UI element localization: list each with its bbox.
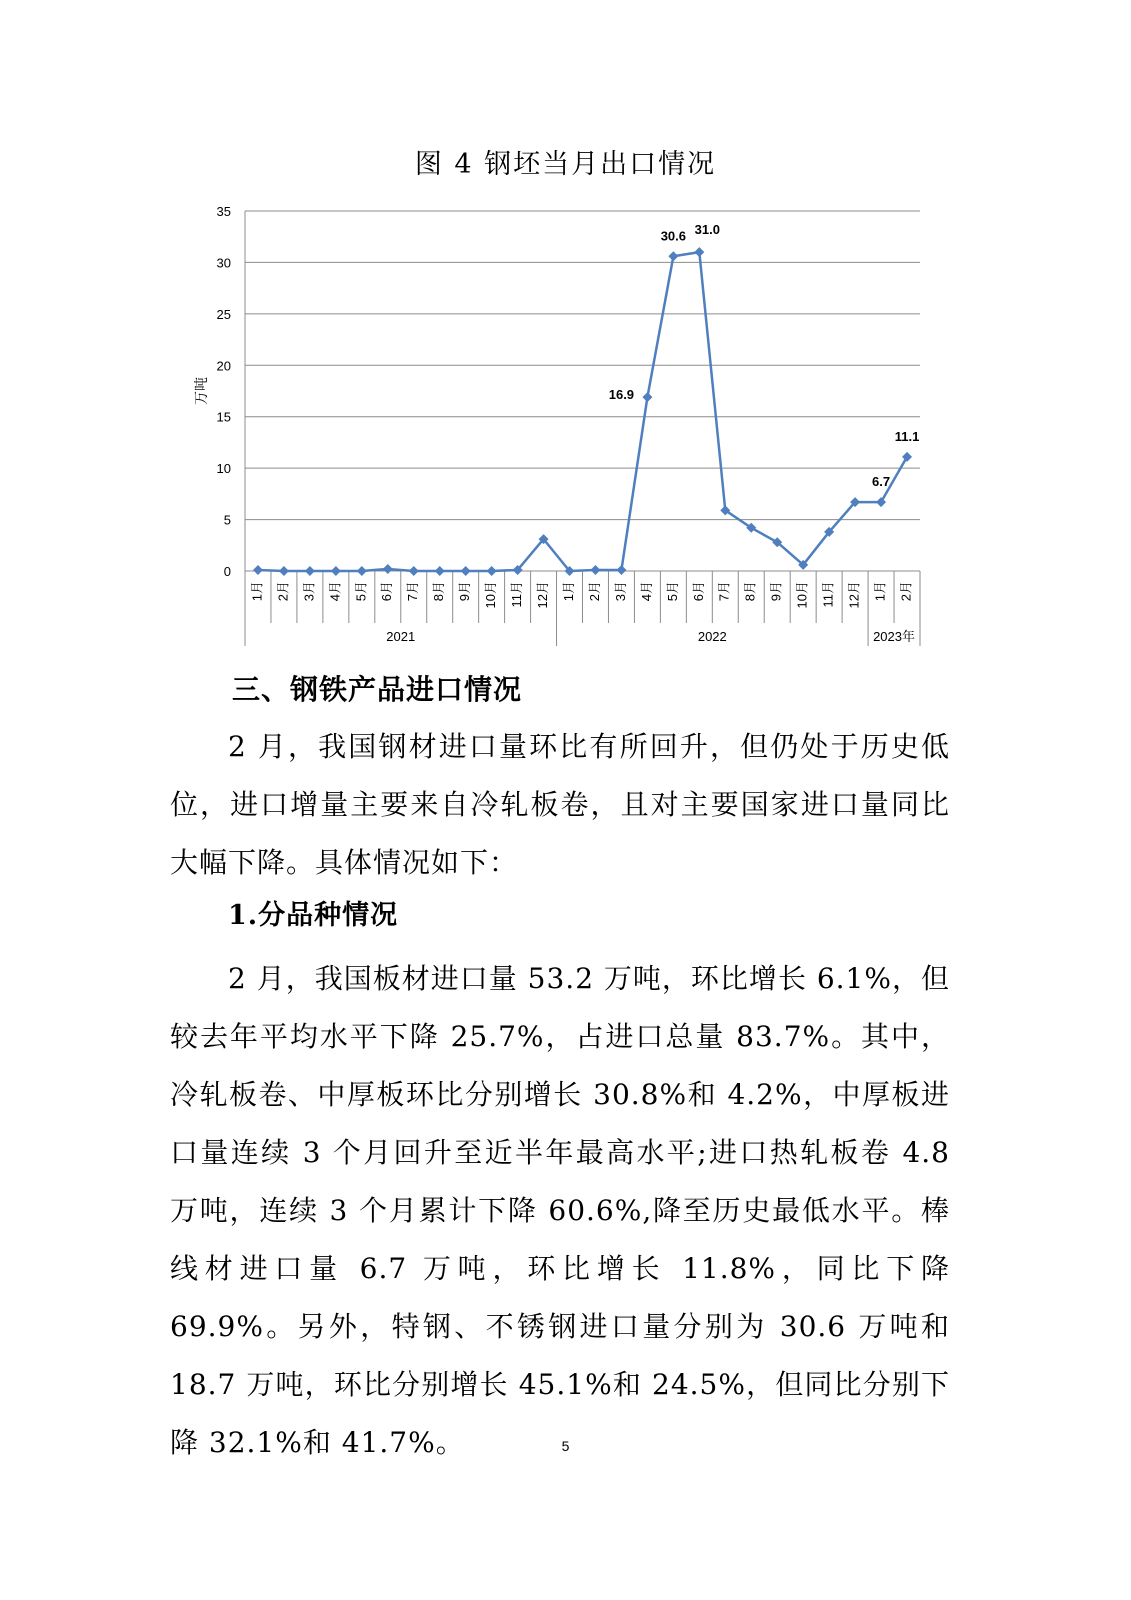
x-category-label: 2月 (275, 581, 291, 602)
data-label: 31.0 (694, 222, 720, 238)
data-point (590, 565, 600, 575)
x-category-label: 2月 (586, 581, 602, 602)
data-point (383, 564, 393, 574)
chart-axes (245, 211, 920, 646)
x-category-label: 6月 (379, 581, 395, 602)
chart-gridlines (245, 211, 920, 571)
subheading: 1.分品种情况 (228, 900, 399, 931)
x-category-label: 1月 (249, 581, 265, 602)
figure-title: 图 4 钢坯当月出口情况 (414, 149, 717, 180)
x-category-label: 10月 (483, 581, 499, 609)
data-label: 6.7 (872, 474, 891, 490)
data-point (668, 251, 678, 261)
data-point (694, 247, 704, 257)
paragraph-1: 2 月，我国钢材进口量环比有所回升，但仍处于历史低位，进口增量主要来自冷轧板卷，且对主要国家进口量同比大幅下降。具体情况如下： (170, 730, 950, 879)
y-tick-label: 30 (216, 255, 231, 271)
x-category-label: 1月 (872, 581, 888, 602)
y-tick-label: 35 (216, 204, 231, 219)
x-group-label: 2022 (697, 629, 727, 644)
data-point (409, 566, 419, 576)
x-category-label: 7月 (716, 581, 732, 602)
x-category-label: 7月 (405, 581, 421, 602)
data-point (876, 497, 886, 507)
x-category-label: 11月 (509, 581, 525, 608)
x-category-label: 4月 (638, 581, 654, 602)
x-group-label: 2021 (386, 629, 416, 644)
data-point (305, 566, 315, 576)
x-category-label: 9月 (457, 581, 473, 602)
x-category-label: 9月 (768, 581, 784, 602)
y-tick-label: 0 (223, 564, 231, 579)
x-category-label: 2月 (898, 581, 914, 602)
x-category-label: 5月 (664, 581, 680, 602)
x-category-label: 8月 (431, 581, 447, 602)
data-point (435, 566, 445, 576)
data-label: 11.1 (894, 428, 920, 444)
data-point (642, 392, 652, 402)
line-chart (190, 196, 950, 666)
y-tick-label: 10 (216, 461, 231, 477)
data-point (357, 566, 367, 576)
data-point (616, 565, 626, 575)
x-category-label: 11月 (820, 581, 836, 608)
x-category-label: 12月 (534, 581, 550, 609)
y-tick-label: 5 (223, 512, 231, 528)
data-point (461, 566, 471, 576)
x-category-label: 10月 (794, 581, 810, 609)
section-heading: 三、钢铁产品进口情况 (232, 673, 523, 706)
data-point (279, 566, 289, 576)
x-group-label: 2023年 (873, 629, 915, 644)
data-label: 16.9 (608, 387, 635, 403)
series-line (258, 252, 907, 571)
data-point (487, 566, 497, 576)
paragraph-2: 2 月，我国板材进口量 53.2 万吨，环比增长 6.1%，但较去年平均水平下降 25.7%，占进口总量 83.7%。其中，冷轧板卷、中厚板环比分别增长 30.8%和 4.2%，中厚板进口量连续 3 个月回升至近半年最高水平;进口热轧板卷 4.8 万吨，连续 3 个月累计下降 60.6%,降至历史最低水平。棒线材进口量 6.7 万吨，环比增长 11.8%，同比下降 69.9%。另外，特钢、不锈钢进口量分别为 30.6 万吨和 18.7 万吨，环比分别增长 45.1%和 24.5%，但同比分别下降 32.1%和 41.7%。 (170, 962, 950, 1459)
data-point (331, 566, 341, 576)
x-category-label: 12月 (846, 581, 862, 609)
data-point (253, 565, 263, 575)
x-category-label: 4月 (327, 581, 343, 602)
x-category-label: 8月 (742, 581, 758, 602)
x-category-label: 1月 (560, 581, 576, 602)
chart-series (253, 247, 912, 576)
x-category-label: 6月 (690, 581, 706, 602)
x-category-label: 3月 (301, 581, 317, 602)
data-label: 30.6 (660, 228, 687, 244)
data-point (902, 452, 912, 462)
y-tick-label: 25 (216, 306, 231, 322)
y-tick-label: 20 (216, 358, 231, 374)
page-number: 5 (561, 1438, 570, 1454)
y-axis-title: 万吨 (193, 377, 209, 405)
y-tick-label: 15 (216, 409, 231, 425)
x-category-label: 5月 (353, 581, 369, 602)
x-category-label: 3月 (612, 581, 628, 602)
